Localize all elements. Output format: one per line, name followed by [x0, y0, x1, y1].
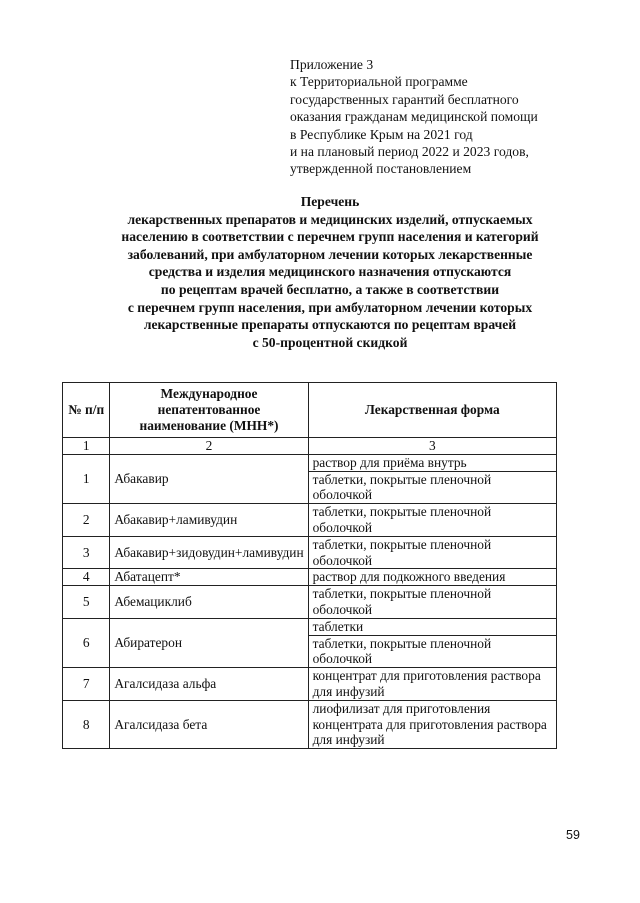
row-number: 8	[63, 700, 110, 748]
drug-form: таблетки	[308, 618, 556, 635]
row-number: 2	[63, 504, 110, 537]
row-number: 7	[63, 668, 110, 701]
appendix-line: к Территориальной программе	[290, 74, 468, 90]
header-form: Лекарственная форма	[308, 383, 556, 438]
appendix-line: и на плановый период 2022 и 2023 годов,	[290, 144, 529, 160]
appendix-line: оказания гражданам медицинской помощи	[290, 109, 538, 125]
drug-name: Агалсидаза бета	[110, 700, 308, 748]
table-row	[63, 700, 557, 748]
title-line: Перечень	[300, 194, 360, 209]
drug-name: Абакавир+зидовудин+ламивудин	[110, 536, 308, 569]
appendix-line: утвержденной постановлением	[290, 161, 472, 177]
header-num: № п/п	[63, 383, 110, 438]
table-index-row	[63, 438, 557, 455]
appendix-line: государственных гарантий бесплатного	[290, 91, 519, 107]
table-header-row	[63, 383, 557, 438]
title-line: заболеваний, при амбулаторном лечении которых лекарственные	[127, 246, 533, 262]
drug-name: Абиратерон	[110, 618, 308, 667]
appendix-line: Приложение 3	[290, 57, 374, 72]
index-cell: 2	[110, 438, 308, 455]
drug-name: Абемациклиб	[110, 586, 308, 619]
title-line: по рецептам врачей бесплатно, а также в соответствии	[160, 281, 500, 297]
table-row	[63, 586, 557, 619]
drug-form: таблетки, покрытые пленочной оболочкой	[308, 536, 556, 569]
header-name: Международное непатентованное наименование (МНН*)	[110, 383, 308, 438]
table-row	[63, 618, 557, 635]
title-line: средства и изделия медицинского назначения отпускаются	[148, 264, 512, 280]
table-row	[63, 668, 557, 701]
drug-form: таблетки, покрытые пленочной оболочкой	[308, 471, 556, 504]
table-row	[63, 504, 557, 537]
appendix-heading	[290, 56, 620, 178]
page-number: 59	[566, 828, 580, 842]
title-line: населению в соответствии с перечнем групп населения и категорий	[121, 229, 539, 245]
drug-form: таблетки, покрытые пленочной оболочкой	[308, 635, 556, 668]
title-line: лекарственные препараты отпускаются по рецептам врачей	[143, 317, 517, 333]
drug-name: Абакавир	[110, 454, 308, 503]
row-number: 5	[63, 586, 110, 619]
row-number: 4	[63, 569, 110, 586]
drug-name: Абакавир+ламивудин	[110, 504, 308, 537]
index-cell: 3	[308, 438, 556, 455]
drug-name: Абатацепт*	[110, 569, 308, 586]
drug-form: таблетки, покрытые пленочной оболочкой	[308, 504, 556, 537]
title-line: лекарственных препаратов и медицинских изделий, отпускаемых	[127, 211, 533, 227]
title-line: с 50-процентной скидкой	[252, 334, 408, 350]
table-row	[63, 569, 557, 586]
title-line: с перечнем групп населения, при амбулаторном лечении которых	[127, 299, 533, 315]
drug-form: раствор для подкожного введения	[308, 569, 556, 586]
appendix-line: в Республике Крым на 2021 год	[290, 126, 473, 142]
table-row	[63, 454, 557, 471]
row-number: 6	[63, 618, 110, 667]
row-number: 1	[63, 454, 110, 503]
drug-form: раствор для приёма внутрь	[308, 454, 556, 471]
table-row	[63, 536, 557, 569]
drug-name: Агалсидаза альфа	[110, 668, 308, 701]
drug-table	[62, 382, 557, 749]
drug-form: лиофилизат для приготовления концентрата для приготовления раствора для инфузий	[308, 700, 556, 748]
document-title	[40, 193, 620, 351]
drug-form: концентрат для приготовления раствора для инфузий	[308, 668, 556, 701]
drug-form: таблетки, покрытые пленочной оболочкой	[308, 586, 556, 619]
index-cell: 1	[63, 438, 110, 455]
row-number: 3	[63, 536, 110, 569]
